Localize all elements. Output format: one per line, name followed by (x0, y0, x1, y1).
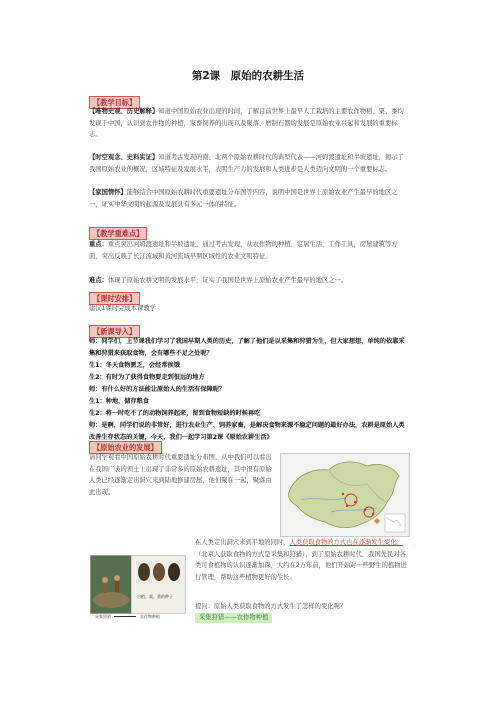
farming-caption: 农作物种植 (140, 614, 160, 619)
keypoints-tag: 【教学重难点】 (89, 227, 147, 240)
goal-paragraph-1 (89, 106, 407, 141)
seeds-caption: 古稻、粟、黍的种子 (137, 594, 173, 599)
paragraph-2-rest: （北京人获取食物的方式是采集和狩猎），到了原始农耕时代，我国先民对各类可食植物的认识逐渐加深，大约在2万年前，他们开始对一些野生的植物进行管理，帮助这些植物更好的生长。 (195, 550, 407, 581)
goal-label-3: 【家国情怀】 (89, 189, 127, 196)
china-map-image (280, 453, 410, 537)
question-text: 提问：原始人类获取食物的方式发生了怎样的变化呢？ (195, 603, 347, 610)
goals-tag: 【教学目标】 (89, 96, 140, 109)
goal-text-3: 能够结合中国原始农耕时代重要遗址分布图等内容，说明中国是世界上原始农业产生最早的地区之一，证实中华文明的起源及发展具有多元一体的特征。 (89, 189, 398, 208)
keypoint-paragraph-1 (89, 239, 407, 262)
paragraph-2-start: 在人类走出洞穴来到平地的同时， (195, 539, 290, 546)
intro-dialogue (89, 336, 409, 444)
goal-label-2: 【时空观念、史料实证】 (89, 154, 159, 161)
dialogue-line-7: 师：是啊，同学们说的非常好，进行农业生产、饲养家畜，是解决食物来源不稳定问题的最好办法，农耕是原始人类改善生存状态的关键，今天，我们一起学习第2课《原始农耕生活》 (89, 422, 405, 441)
arrow-line (114, 616, 136, 617)
seeds-image (131, 555, 186, 614)
seeds-icon (132, 556, 185, 596)
lesson-paragraph-1: 请同学观看中国原始农耕时代重要遗址分布图，从中我们可以看出在我国广袤的领土上出现了非常多的原始农耕遗址，其中很有原始人类已经逐渐走出洞穴来到陆地修建房屋，他们聚在一起，聚落由此出现。 (89, 454, 272, 496)
schedule-text: 建议1课时完成本课教学 (89, 305, 156, 312)
goal-label-1: 【唯物史观、历史解释】 (89, 108, 159, 115)
china-map-icon (281, 454, 409, 536)
keypoint-text-2: 体现了原始农耕文明的发展水平，证实了我国是世界上原始农业产生最早的地区之一。 (107, 277, 348, 284)
hunting-caption: 采集狩猎 (95, 614, 111, 619)
dialogue-line-2: 生1：冬天食物匮乏，会经常挨饿 (89, 362, 180, 369)
dialogue-line-3: 生2：有时为了获得食物要走到很远的地方 (89, 374, 205, 381)
keypoint-text-1: 重点突出河姆渡遗址和半坡遗址，通过考古发现，从农作物的种植、定居生活，工作工具，房屋建筑等方面，突出反映了长江流域和黄河流域早期区域性的农业文明特征。 (89, 241, 398, 260)
paragraph-2-highlight: 人类获取食物的方式也在逐渐发生变化。 (289, 539, 403, 546)
goal-text-1: 知道中国原始农业出现的时间，了解目前世界上最早人工栽培的主要农作物稻、粟、黍均发现于中国，认识到农作物的种植，家畜饲养的出现以及聚落、磨制石器的发展是原始农业兴起和发展的重要标志。 (89, 108, 404, 138)
schedule-tag: 【课时安排】 (89, 292, 140, 305)
page-title: 第2课 原始的农耕生活 (191, 70, 305, 82)
goal-text-2: 知道考古发现的南、北两个原始农耕时代的典型代表——河姆渡遗址和半坡遗址，揭示了我国原始农业的概况，区域特征及发展水平，表明生产力的发展和人类进步是人类迈向文明的一个重要标志。 (89, 154, 404, 173)
goal-paragraph-3 (89, 187, 407, 210)
keypoint-label-2: 难点： (89, 277, 108, 284)
dialogue-line-1: 师：同学们，上节课我们学习了我国早期人类的历史，了解了他们是以采集和狩猎为生，但大家想想，单纯的依靠采集和狩猎来获取食物，会有哪些不足之处呢？ (89, 338, 405, 357)
keypoint-label-1: 重点： (89, 241, 108, 248)
answer-text: 采集狩猎——农作物种植 (195, 613, 272, 623)
intro-tag: 【新课导入】 (89, 325, 140, 338)
dialogue-line-4: 师：有什么好的方法能让原始人的生活有保障呢？ (89, 386, 226, 393)
lesson-tag: 【原始农业的发展】 (89, 441, 162, 454)
dialogue-line-6: 生2：将一时吃不了的动物饲养起来，留到食物短缺的时候再吃 (89, 410, 261, 417)
dialogue-line-5: 生1：种地、储存粮食 (89, 398, 149, 405)
lesson-paragraph-2 (195, 537, 408, 583)
goal-paragraph-2 (89, 152, 407, 175)
keypoint-paragraph-2 (89, 275, 407, 287)
